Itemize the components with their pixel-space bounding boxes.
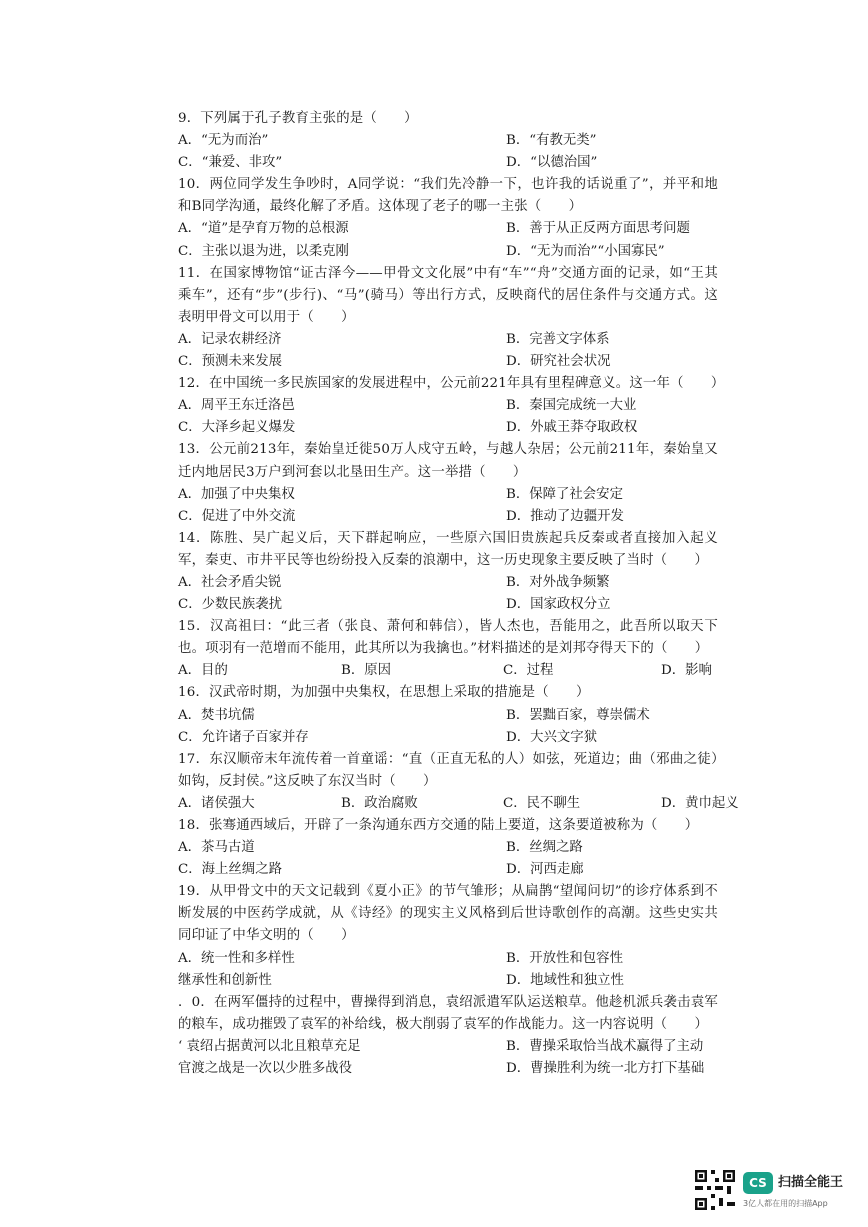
question-stem: 14．陈胜、吴广起义后，天下群起响应，一些原六国旧贵族起兵反秦或者直接加入起义军，秦吏、市井平民等也纷纷投入反秦的浪潮中，这一历史现象主要反映了当时（ ） <box>178 530 718 568</box>
question-block <box>178 881 718 991</box>
answer-option: D．国家政权分立 <box>506 597 611 613</box>
answer-option: C．少数民族袭扰 <box>178 597 282 613</box>
answer-option: D．大兴文字狱 <box>506 729 598 745</box>
exam-sheet <box>178 108 739 1080</box>
question-block <box>178 815 718 881</box>
option-row <box>178 351 718 373</box>
answer-option: A．“无为而治” <box>178 133 269 149</box>
answer-option: D．地域性和独立性 <box>506 972 624 988</box>
question-block <box>178 616 718 682</box>
option-row <box>178 218 718 240</box>
question-block <box>178 263 718 373</box>
question-stem: 19．从甲骨文中的天文记载到《夏小正》的节气雏形；从扁鹊“望闻问切”的诊疗体系到不断发展的中医药学成就，从《诗经》的现实主义风格到后世诗歌创作的高潮。这些史实共同印证了中华文明的（ ） <box>178 884 718 944</box>
answer-option: D．推动了边疆开发 <box>506 508 624 524</box>
question-stem: 9．下列属于孔子教育主张的是（ ） <box>178 111 418 126</box>
answer-option: C．主张以退为进，以柔克刚 <box>178 243 349 259</box>
answer-option: C．预测未来发展 <box>178 354 282 370</box>
question-block <box>178 174 718 262</box>
question-stem: 12．在中国统一多民族国家的发展进程中，公元前221年具有里程碑意义。这一年（ ） <box>178 376 725 392</box>
answer-option: 继承性和创新性 <box>178 972 272 988</box>
answer-option: ‘ 袁绍占据黄河以北且粮草充足 <box>178 1038 361 1054</box>
answer-option: A．周平王东迁洛邑 <box>178 398 295 414</box>
question-block <box>178 373 725 439</box>
question-stem: 18．张骞通西域后，开辟了一条沟通东西方交通的陆上要道，这条要道被称为（ ） <box>178 818 699 833</box>
question-block <box>178 108 718 174</box>
answer-option: B．罢黜百家，尊崇儒术 <box>506 707 650 723</box>
answer-option: B．善于从正反两方面思考问题 <box>506 221 690 237</box>
answer-option: D．“无为而治”“小国寡民” <box>506 243 665 259</box>
answer-option: B．丝绸之路 <box>506 840 583 856</box>
answer-option: A．记录农耕经济 <box>178 331 282 347</box>
answer-option: B．原因 <box>341 663 392 679</box>
option-row <box>178 594 718 616</box>
answer-option: B．保障了社会安定 <box>506 486 623 502</box>
question-block <box>178 749 739 815</box>
question-stem: 10．两位同学发生争吵时，A同学说：“我们先冷静一下，也许我的话说重了”，并平和地和B同学沟通，最终化解了矛盾。这体现了老子的哪一主张（ ） <box>178 177 718 215</box>
answer-option: C．民不聊生 <box>503 795 581 811</box>
question-block <box>178 528 718 616</box>
answer-option: D．影响 <box>661 663 712 679</box>
question-stem: 11．在国家博物馆“证古泽今——甲骨文文化展”中有“车”“舟”交通方面的记录，如“王其乘车”，还有“步”(步行)、“马”(骑马）等出行方式，反映商代的居住条件与交通方式。这表明甲骨文可以用于（ ） <box>178 265 718 325</box>
option-row <box>178 572 718 594</box>
answer-option: A．诸侯强大 <box>178 795 255 811</box>
option-row <box>178 417 718 439</box>
answer-option: C．过程 <box>503 663 554 679</box>
option-row <box>178 1036 718 1058</box>
answer-option: A．焚书坑儒 <box>178 707 255 723</box>
option-row <box>178 1058 718 1080</box>
option-row <box>178 660 718 682</box>
option-row <box>178 484 718 506</box>
answer-option: B．完善文字体系 <box>506 331 610 347</box>
option-row <box>178 329 718 351</box>
answer-option: A．社会矛盾尖锐 <box>178 574 282 590</box>
question-stem: 13．公元前213年，秦始皇迁徙50万人戍守五岭，与越人杂居；公元前211年，秦始皇又迁内地居民3万户到河套以北垦田生产。这一举措（ ） <box>178 442 718 480</box>
answer-option: C．大泽乡起义爆发 <box>178 420 296 436</box>
option-row <box>178 948 718 970</box>
answer-option: A．加强了中央集权 <box>178 486 295 502</box>
answer-option: D．“以德治国” <box>506 155 598 171</box>
option-row <box>178 705 718 727</box>
question-block <box>178 682 718 748</box>
answer-option: B．曹操采取恰当战术赢得了主动 <box>506 1038 704 1054</box>
option-row <box>178 970 718 992</box>
option-row <box>178 793 739 815</box>
answer-option: B．秦国完成统一大业 <box>506 398 637 414</box>
answer-option: D．河西走廊 <box>506 862 584 878</box>
answer-option: A．“道”是孕育万物的总根源 <box>178 221 349 237</box>
question-stem: ．0．在两军僵持的过程中，曹操得到消息，袁绍派遣军队运送粮草。他趁机派兵袭击袁军的粮车，成功摧毁了袁军的补给线，极大削弱了袁军的作战能力。这一内容说明（ ） <box>178 994 718 1032</box>
answer-option: C．海上丝绸之路 <box>178 862 282 878</box>
question-stem: 16．汉武帝时期，为加强中央集权，在思想上采取的措施是（ ） <box>178 685 590 701</box>
option-row <box>178 152 718 174</box>
scanner-app-logo: CS <box>743 1172 773 1194</box>
answer-option: B．政治腐败 <box>341 795 418 811</box>
answer-option: A．统一性和多样性 <box>178 950 295 966</box>
scanner-app-slogan: 3亿人都在用的扫描App <box>743 1199 828 1208</box>
option-row <box>178 506 718 528</box>
scanner-app-name: 扫描全能王 <box>778 1175 844 1190</box>
answer-option: B．对外战争频繁 <box>506 574 610 590</box>
answer-option: A．茶马古道 <box>178 840 255 856</box>
answer-option: C．促进了中外交流 <box>178 508 296 524</box>
option-row <box>178 130 718 152</box>
question-stem: 17．东汉顺帝末年流传着一首童谣：“直（正直无私的人）如弦，死道边；曲（邪曲之徒）如钩，反封侯。”这反映了东汉当时（ ） <box>178 751 718 789</box>
option-row <box>178 395 718 417</box>
option-row <box>178 837 718 859</box>
answer-option: 官渡之战是一次以少胜多战役 <box>178 1061 353 1077</box>
answer-option: D．外戚王莽夺取政权 <box>506 420 638 436</box>
question-stem: 15．汉高祖曰：“此三者（张良、萧何和韩信），皆人杰也，吾能用之，此吾所以取天下也。项羽有一范增而不能用，此其所以为我擒也。”材料描述的是刘邦夺得天下的（ ） <box>178 619 718 657</box>
answer-option: D．研究社会状况 <box>506 354 611 370</box>
question-block <box>178 439 718 527</box>
answer-option: D．曹操胜利为统一北方打下基础 <box>506 1061 705 1077</box>
question-block <box>178 992 718 1080</box>
qr-code-icon <box>695 1170 735 1210</box>
answer-option: B．开放性和包容性 <box>506 950 623 966</box>
answer-option: A．目的 <box>178 663 228 679</box>
answer-option: C．允许诸子百家并存 <box>178 729 309 745</box>
option-row <box>178 859 718 881</box>
answer-option: D．黄巾起义 <box>661 795 739 811</box>
option-row <box>178 727 718 749</box>
answer-option: C．“兼爱、非攻” <box>178 155 283 171</box>
option-row <box>178 241 718 263</box>
answer-option: B．“有教无类” <box>506 133 597 149</box>
